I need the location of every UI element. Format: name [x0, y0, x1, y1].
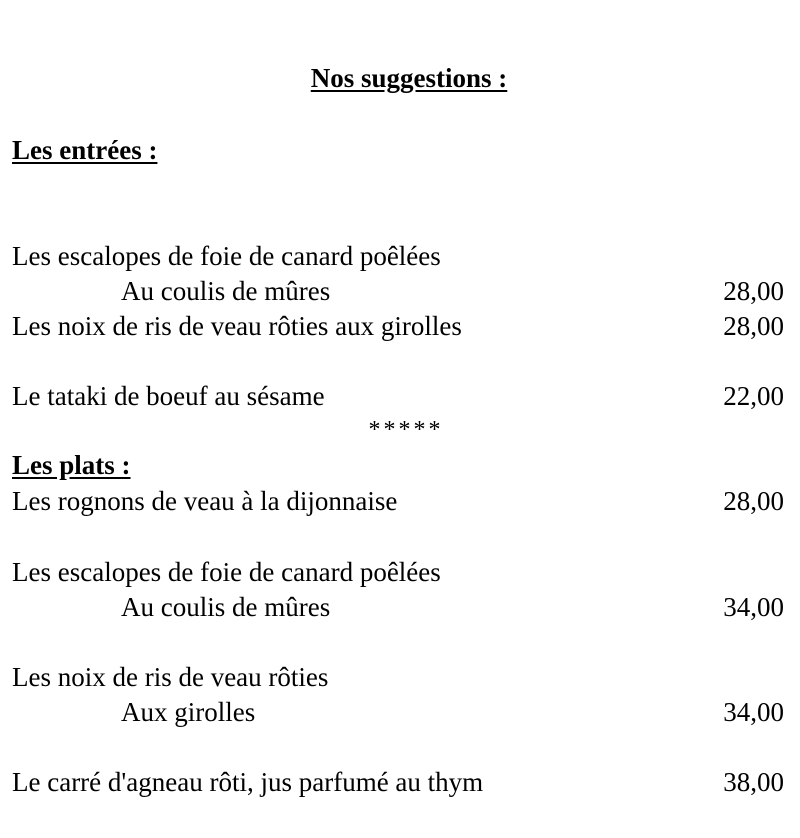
main-item-detail: Au coulis de mûres: [121, 592, 331, 622]
starters-heading: Les entrées :: [12, 135, 158, 165]
main-item-price: 38,00: [723, 767, 784, 797]
starter-item-detail: Au coulis de mûres: [121, 276, 331, 306]
main-item-price: 34,00: [723, 592, 784, 622]
main-item-name: Le carré d'agneau rôti, jus parfumé au thym: [12, 767, 484, 797]
starter-item-price: 22,00: [723, 381, 784, 411]
starter-item-price: 28,00: [723, 311, 784, 341]
mains-heading: Les plats :: [12, 450, 131, 480]
starter-item-name: Les noix de ris de veau rôties aux girolles: [12, 311, 462, 341]
main-item-name: Les escalopes de foie de canard poêlées: [12, 557, 441, 587]
main-item-detail: Aux girolles: [121, 697, 256, 727]
main-item-price: 34,00: [723, 697, 784, 727]
main-item-name: Les noix de ris de veau rôties: [12, 662, 329, 692]
page-title: Nos suggestions :: [310, 63, 508, 93]
main-item-name: Les rognons de veau à la dijonnaise: [12, 486, 398, 516]
starter-item-price: 28,00: [723, 276, 784, 306]
starter-item-name: Les escalopes de foie de canard poêlées: [12, 241, 441, 271]
main-item-price: 28,00: [723, 486, 784, 516]
section-separator: *****: [368, 417, 444, 443]
starter-item-name: Le tataki de boeuf au sésame: [12, 381, 325, 411]
